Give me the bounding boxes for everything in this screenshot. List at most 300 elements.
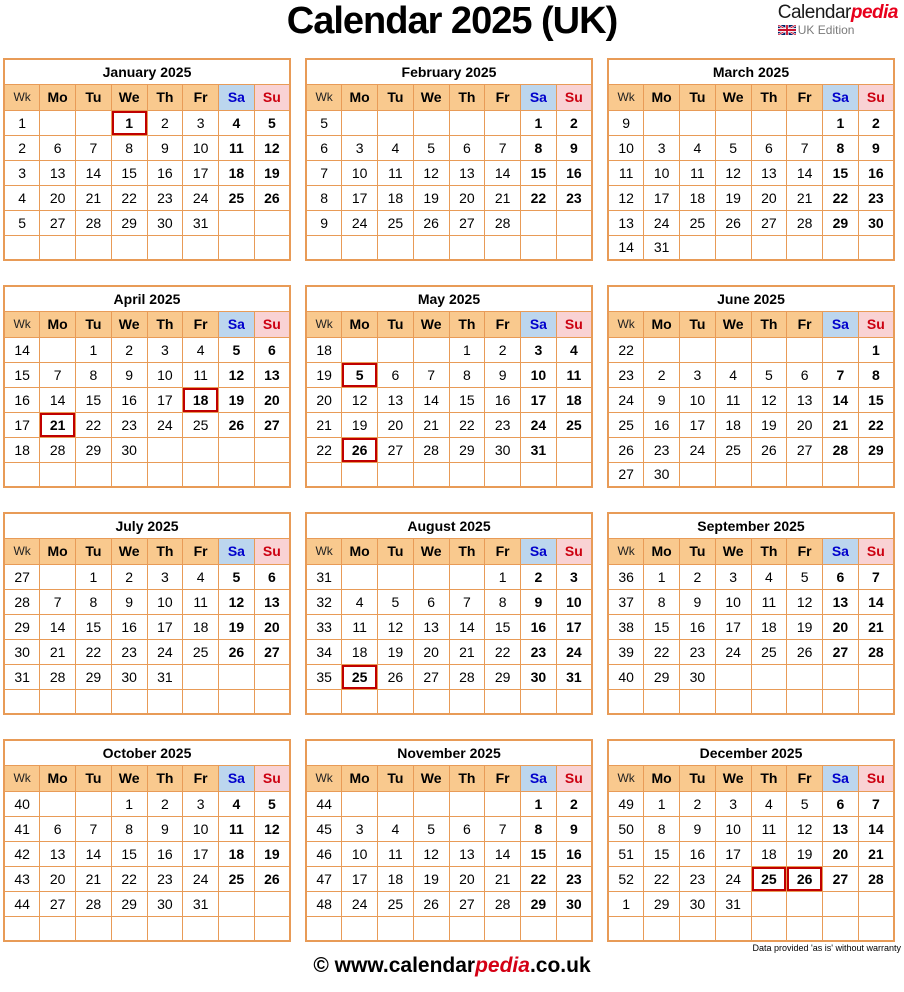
empty-date-cell <box>378 791 414 816</box>
day-header-th: Th <box>751 538 787 564</box>
date-cell: 26 <box>751 437 787 462</box>
date-cell: 17 <box>680 412 716 437</box>
date-cell: 8 <box>644 589 680 614</box>
date-cell: 14 <box>485 841 521 866</box>
empty-date-cell <box>147 235 183 260</box>
date-cell: 24 <box>715 866 751 891</box>
logo-wordmark <box>778 3 898 23</box>
month-title: March 2025 <box>608 59 894 84</box>
week-number-cell: 38 <box>608 614 644 639</box>
date-cell: 20 <box>449 866 485 891</box>
empty-date-cell <box>413 564 449 589</box>
empty-date-cell <box>680 110 716 135</box>
day-header-sa: Sa <box>823 765 859 791</box>
week-number-cell: 24 <box>608 387 644 412</box>
copyright-red[interactable]: pedia <box>475 954 530 977</box>
date-cell: 30 <box>485 437 521 462</box>
date-cell: 3 <box>342 816 378 841</box>
day-header-th: Th <box>449 84 485 110</box>
date-cell: 1 <box>111 791 147 816</box>
week-number-cell: 18 <box>306 337 342 362</box>
week-number-cell: 43 <box>4 866 40 891</box>
date-cell: 13 <box>40 160 76 185</box>
date-cell: 4 <box>680 135 716 160</box>
empty-date-cell <box>751 916 787 941</box>
date-cell: 12 <box>254 135 290 160</box>
day-header-th: Th <box>449 538 485 564</box>
day-header-mo: Mo <box>342 765 378 791</box>
week-number-cell <box>4 916 40 941</box>
date-cell: 6 <box>823 791 859 816</box>
empty-date-cell <box>378 564 414 589</box>
date-cell: 6 <box>449 135 485 160</box>
date-cell: 5 <box>219 337 255 362</box>
date-cell: 5 <box>254 110 290 135</box>
date-cell: 4 <box>378 816 414 841</box>
logo-edition-label: UK Edition <box>797 22 855 37</box>
empty-date-cell <box>413 337 449 362</box>
date-cell: 20 <box>751 185 787 210</box>
date-cell: 17 <box>342 866 378 891</box>
empty-date-cell <box>254 437 290 462</box>
date-cell: 2 <box>147 791 183 816</box>
month-title: January 2025 <box>4 59 290 84</box>
date-cell: 18 <box>183 614 219 639</box>
date-cell: 26 <box>413 891 449 916</box>
date-cell: 2 <box>111 337 147 362</box>
empty-date-cell <box>219 437 255 462</box>
day-header-su: Su <box>556 84 592 110</box>
day-header-th: Th <box>751 84 787 110</box>
empty-date-cell <box>858 916 894 941</box>
date-cell: 27 <box>823 866 859 891</box>
date-cell: 25 <box>556 412 592 437</box>
empty-date-cell <box>858 664 894 689</box>
date-cell: 28 <box>40 437 76 462</box>
empty-date-cell <box>521 235 557 260</box>
empty-date-cell <box>485 916 521 941</box>
date-cell: 13 <box>40 841 76 866</box>
empty-date-cell <box>787 891 823 916</box>
date-cell: 25 <box>378 210 414 235</box>
date-cell: 12 <box>219 362 255 387</box>
day-header-fr: Fr <box>485 538 521 564</box>
date-cell: 20 <box>787 412 823 437</box>
week-number-cell: 29 <box>4 614 40 639</box>
date-cell: 12 <box>787 816 823 841</box>
date-cell: 16 <box>680 614 716 639</box>
date-cell: 13 <box>378 387 414 412</box>
day-header-fr: Fr <box>183 538 219 564</box>
date-cell: 26 <box>254 866 290 891</box>
day-header-th: Th <box>751 765 787 791</box>
empty-date-cell <box>378 689 414 714</box>
day-header-fr: Fr <box>183 84 219 110</box>
date-cell: 16 <box>147 160 183 185</box>
date-cell: 9 <box>485 362 521 387</box>
week-number-cell: 27 <box>4 564 40 589</box>
week-number-cell: 10 <box>608 135 644 160</box>
week-number-cell: 19 <box>306 362 342 387</box>
date-cell: 15 <box>521 160 557 185</box>
day-header-fr: Fr <box>183 311 219 337</box>
date-cell: 8 <box>485 589 521 614</box>
date-cell: 3 <box>715 791 751 816</box>
day-header-mo: Mo <box>40 311 76 337</box>
date-cell: 7 <box>76 816 112 841</box>
date-cell: 18 <box>751 614 787 639</box>
date-cell: 27 <box>254 639 290 664</box>
date-cell: 6 <box>254 337 290 362</box>
date-cell: 8 <box>521 135 557 160</box>
week-number-cell: 5 <box>4 210 40 235</box>
date-cell: 4 <box>183 564 219 589</box>
date-cell: 17 <box>147 614 183 639</box>
date-cell: 23 <box>680 639 716 664</box>
date-cell: 28 <box>449 664 485 689</box>
date-cell: 4 <box>219 791 255 816</box>
date-cell: 26 <box>787 639 823 664</box>
date-cell: 18 <box>219 841 255 866</box>
date-cell: 22 <box>644 866 680 891</box>
date-cell: 21 <box>485 185 521 210</box>
empty-date-cell <box>556 689 592 714</box>
date-cell: 3 <box>147 337 183 362</box>
date-cell: 23 <box>680 866 716 891</box>
empty-date-cell <box>751 235 787 260</box>
month-title: August 2025 <box>306 513 592 538</box>
week-number-cell <box>4 235 40 260</box>
day-header-th: Th <box>147 538 183 564</box>
empty-date-cell <box>521 462 557 487</box>
date-cell: 2 <box>556 110 592 135</box>
day-header-tu: Tu <box>680 538 716 564</box>
day-header-wk: Wk <box>608 538 644 564</box>
date-cell: 15 <box>111 841 147 866</box>
date-cell: 1 <box>111 110 147 135</box>
date-cell: 17 <box>644 185 680 210</box>
date-cell: 7 <box>787 135 823 160</box>
empty-date-cell <box>342 689 378 714</box>
date-cell: 11 <box>219 816 255 841</box>
date-cell: 17 <box>183 160 219 185</box>
week-number-cell: 33 <box>306 614 342 639</box>
empty-date-cell <box>715 462 751 487</box>
date-cell: 14 <box>787 160 823 185</box>
date-cell: 4 <box>342 589 378 614</box>
date-cell: 31 <box>556 664 592 689</box>
day-header-wk: Wk <box>608 765 644 791</box>
week-number-cell: 47 <box>306 866 342 891</box>
date-cell: 3 <box>342 135 378 160</box>
date-cell: 27 <box>40 891 76 916</box>
day-header-wk: Wk <box>306 538 342 564</box>
week-number-cell <box>306 235 342 260</box>
empty-date-cell <box>254 689 290 714</box>
empty-date-cell <box>342 337 378 362</box>
month-table-may <box>305 285 593 488</box>
date-cell: 21 <box>858 614 894 639</box>
day-header-we: We <box>715 538 751 564</box>
date-cell: 1 <box>521 791 557 816</box>
empty-date-cell <box>342 110 378 135</box>
empty-date-cell <box>556 462 592 487</box>
empty-date-cell <box>644 110 680 135</box>
date-cell: 11 <box>715 387 751 412</box>
week-number-cell: 50 <box>608 816 644 841</box>
week-number-cell: 1 <box>608 891 644 916</box>
date-cell: 19 <box>715 185 751 210</box>
date-cell: 29 <box>449 437 485 462</box>
empty-date-cell <box>413 110 449 135</box>
date-cell: 16 <box>556 160 592 185</box>
date-cell: 1 <box>449 337 485 362</box>
calendarpedia-logo <box>778 3 898 37</box>
week-number-cell: 14 <box>4 337 40 362</box>
day-header-fr: Fr <box>485 311 521 337</box>
empty-date-cell <box>40 462 76 487</box>
week-number-cell: 28 <box>4 589 40 614</box>
date-cell: 9 <box>680 816 716 841</box>
date-cell: 11 <box>751 816 787 841</box>
copyright-suffix[interactable]: .co.uk <box>529 954 591 977</box>
date-cell: 30 <box>147 210 183 235</box>
date-cell: 23 <box>147 866 183 891</box>
date-cell: 30 <box>556 891 592 916</box>
date-cell: 11 <box>556 362 592 387</box>
date-cell: 13 <box>449 160 485 185</box>
month-title: February 2025 <box>306 59 592 84</box>
date-cell: 30 <box>858 210 894 235</box>
date-cell: 15 <box>858 387 894 412</box>
empty-date-cell <box>40 689 76 714</box>
day-header-sa: Sa <box>521 538 557 564</box>
day-header-we: We <box>413 538 449 564</box>
date-cell: 18 <box>342 639 378 664</box>
week-number-cell: 15 <box>4 362 40 387</box>
empty-date-cell <box>787 689 823 714</box>
date-cell: 5 <box>378 589 414 614</box>
date-cell: 6 <box>823 564 859 589</box>
day-header-th: Th <box>147 311 183 337</box>
empty-date-cell <box>715 235 751 260</box>
date-cell: 9 <box>147 135 183 160</box>
week-number-cell <box>306 689 342 714</box>
date-cell: 21 <box>485 866 521 891</box>
week-number-cell: 18 <box>4 437 40 462</box>
week-number-cell: 30 <box>4 639 40 664</box>
date-cell: 31 <box>521 437 557 462</box>
date-cell: 26 <box>254 185 290 210</box>
empty-date-cell <box>521 689 557 714</box>
empty-date-cell <box>485 791 521 816</box>
week-number-cell: 52 <box>608 866 644 891</box>
month-title: December 2025 <box>608 740 894 765</box>
copyright-prefix[interactable]: © www.calendar <box>313 954 476 977</box>
date-cell: 18 <box>378 185 414 210</box>
week-number-cell: 46 <box>306 841 342 866</box>
warranty-text: Data provided 'as is' without warranty <box>752 943 901 953</box>
empty-date-cell <box>40 564 76 589</box>
date-cell: 27 <box>378 437 414 462</box>
date-cell: 31 <box>715 891 751 916</box>
week-number-cell: 9 <box>608 110 644 135</box>
date-cell: 27 <box>254 412 290 437</box>
date-cell: 9 <box>111 589 147 614</box>
day-header-sa: Sa <box>823 538 859 564</box>
day-header-mo: Mo <box>644 765 680 791</box>
day-header-tu: Tu <box>680 311 716 337</box>
day-header-we: We <box>715 311 751 337</box>
day-header-tu: Tu <box>76 765 112 791</box>
date-cell: 27 <box>751 210 787 235</box>
date-cell: 3 <box>147 564 183 589</box>
date-cell: 7 <box>449 589 485 614</box>
month-table-july <box>3 512 291 715</box>
day-header-wk: Wk <box>306 84 342 110</box>
empty-date-cell <box>556 210 592 235</box>
date-cell: 10 <box>644 160 680 185</box>
logo-text-black: Calendar <box>777 2 851 23</box>
date-cell: 5 <box>751 362 787 387</box>
day-header-mo: Mo <box>40 84 76 110</box>
date-cell: 29 <box>111 210 147 235</box>
date-cell: 25 <box>715 437 751 462</box>
date-cell: 14 <box>40 614 76 639</box>
day-header-su: Su <box>254 765 290 791</box>
empty-date-cell <box>715 689 751 714</box>
date-cell: 6 <box>40 816 76 841</box>
date-cell: 15 <box>823 160 859 185</box>
date-cell: 12 <box>219 589 255 614</box>
date-cell: 7 <box>40 589 76 614</box>
empty-date-cell <box>342 462 378 487</box>
empty-date-cell <box>76 110 112 135</box>
logo-text-red: pedia <box>850 2 898 23</box>
date-cell: 23 <box>485 412 521 437</box>
week-number-cell: 14 <box>608 235 644 260</box>
empty-date-cell <box>751 337 787 362</box>
empty-date-cell <box>823 462 859 487</box>
empty-date-cell <box>485 235 521 260</box>
empty-date-cell <box>556 437 592 462</box>
date-cell: 20 <box>254 387 290 412</box>
date-cell: 2 <box>485 337 521 362</box>
month-title: June 2025 <box>608 286 894 311</box>
date-cell: 28 <box>823 437 859 462</box>
date-cell: 29 <box>76 437 112 462</box>
date-cell: 26 <box>342 437 378 462</box>
week-number-cell: 25 <box>608 412 644 437</box>
week-number-cell: 11 <box>608 160 644 185</box>
week-number-cell: 36 <box>608 564 644 589</box>
date-cell: 6 <box>378 362 414 387</box>
date-cell: 3 <box>521 337 557 362</box>
date-cell: 13 <box>413 614 449 639</box>
date-cell: 12 <box>715 160 751 185</box>
date-cell: 8 <box>76 589 112 614</box>
empty-date-cell <box>183 916 219 941</box>
date-cell: 22 <box>76 412 112 437</box>
date-cell: 20 <box>254 614 290 639</box>
empty-date-cell <box>680 689 716 714</box>
date-cell: 7 <box>76 135 112 160</box>
date-cell: 2 <box>644 362 680 387</box>
day-header-sa: Sa <box>521 84 557 110</box>
empty-date-cell <box>858 891 894 916</box>
day-header-wk: Wk <box>4 311 40 337</box>
date-cell: 14 <box>858 589 894 614</box>
empty-date-cell <box>485 689 521 714</box>
date-cell: 22 <box>521 185 557 210</box>
date-cell: 3 <box>715 564 751 589</box>
date-cell: 3 <box>644 135 680 160</box>
empty-date-cell <box>449 110 485 135</box>
empty-date-cell <box>751 110 787 135</box>
month-title: July 2025 <box>4 513 290 538</box>
empty-date-cell <box>183 462 219 487</box>
week-number-cell: 44 <box>4 891 40 916</box>
week-number-cell: 2 <box>4 135 40 160</box>
empty-date-cell <box>342 564 378 589</box>
month-title: April 2025 <box>4 286 290 311</box>
empty-date-cell <box>254 891 290 916</box>
date-cell: 1 <box>823 110 859 135</box>
empty-date-cell <box>183 689 219 714</box>
date-cell: 20 <box>40 185 76 210</box>
day-header-mo: Mo <box>40 765 76 791</box>
date-cell: 14 <box>858 816 894 841</box>
week-number-cell <box>306 462 342 487</box>
day-header-wk: Wk <box>306 765 342 791</box>
date-cell: 13 <box>787 387 823 412</box>
week-number-cell: 17 <box>4 412 40 437</box>
date-cell: 31 <box>183 891 219 916</box>
date-cell: 23 <box>644 437 680 462</box>
date-cell: 3 <box>680 362 716 387</box>
empty-date-cell <box>680 462 716 487</box>
date-cell: 28 <box>76 210 112 235</box>
date-cell: 7 <box>485 816 521 841</box>
week-number-cell: 3 <box>4 160 40 185</box>
date-cell: 15 <box>76 614 112 639</box>
date-cell: 26 <box>413 210 449 235</box>
month-table-june <box>607 285 895 488</box>
month-table-december <box>607 739 895 942</box>
date-cell: 15 <box>111 160 147 185</box>
day-header-sa: Sa <box>219 765 255 791</box>
date-cell: 13 <box>254 589 290 614</box>
week-number-cell: 4 <box>4 185 40 210</box>
date-cell: 24 <box>147 639 183 664</box>
day-header-wk: Wk <box>4 538 40 564</box>
date-cell: 10 <box>342 841 378 866</box>
date-cell: 17 <box>183 841 219 866</box>
empty-date-cell <box>644 337 680 362</box>
date-cell: 24 <box>183 185 219 210</box>
date-cell: 8 <box>111 816 147 841</box>
date-cell: 14 <box>76 841 112 866</box>
empty-date-cell <box>111 689 147 714</box>
date-cell: 11 <box>378 160 414 185</box>
date-cell: 9 <box>556 816 592 841</box>
date-cell: 12 <box>413 841 449 866</box>
week-number-cell: 26 <box>608 437 644 462</box>
date-cell: 2 <box>556 791 592 816</box>
date-cell: 3 <box>556 564 592 589</box>
date-cell: 16 <box>858 160 894 185</box>
date-cell: 17 <box>715 614 751 639</box>
